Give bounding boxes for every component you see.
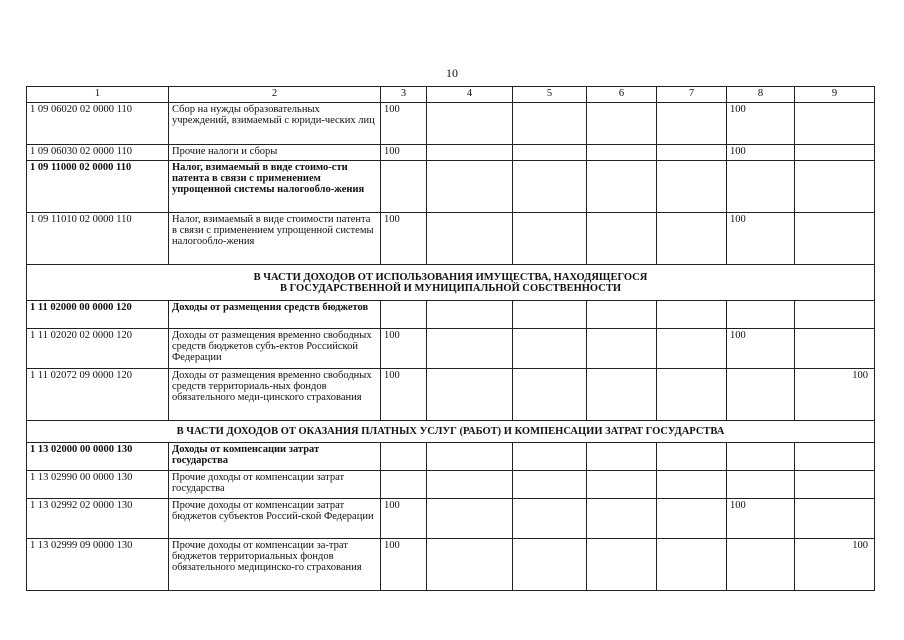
empty-cell bbox=[587, 103, 657, 145]
revenue-description: Доходы от размещения средств бюджетов bbox=[169, 301, 381, 329]
column-header: 1 bbox=[27, 87, 169, 103]
table-row bbox=[27, 329, 875, 369]
value-col9 bbox=[795, 161, 875, 213]
value-col3 bbox=[381, 443, 427, 471]
value-col3: 100 bbox=[381, 329, 427, 369]
empty-cell bbox=[427, 213, 513, 265]
empty-cell bbox=[513, 145, 587, 161]
empty-cell bbox=[587, 539, 657, 591]
empty-cell bbox=[587, 301, 657, 329]
value-col9 bbox=[795, 103, 875, 145]
revenue-description: Налог, взимаемый в виде стоимо-сти патента в связи с применением упрощенной системы налогообло-жения bbox=[169, 161, 381, 213]
value-col9 bbox=[795, 301, 875, 329]
value-col3 bbox=[381, 471, 427, 499]
budget-code: 1 09 06030 02 0000 110 bbox=[27, 145, 169, 161]
column-header: 9 bbox=[795, 87, 875, 103]
column-header: 7 bbox=[657, 87, 727, 103]
section-title-line: В ЧАСТИ ДОХОДОВ ОТ ИСПОЛЬЗОВАНИЯ ИМУЩЕСТВА, НАХОДЯЩЕГОСЯ bbox=[253, 271, 648, 283]
empty-cell bbox=[427, 103, 513, 145]
revenue-description: Налог, взимаемый в виде стоимости патента в связи с применением упрощенной системы налогообло-жения bbox=[169, 213, 381, 265]
table-row bbox=[27, 369, 875, 421]
column-header: 4 bbox=[427, 87, 513, 103]
column-header: 6 bbox=[587, 87, 657, 103]
page-number: 10 bbox=[446, 66, 458, 80]
empty-cell bbox=[657, 369, 727, 421]
revenue-description: Прочие налоги и сборы bbox=[169, 145, 381, 161]
empty-cell bbox=[427, 161, 513, 213]
empty-cell bbox=[587, 369, 657, 421]
empty-cell bbox=[427, 499, 513, 539]
empty-cell bbox=[427, 145, 513, 161]
budget-code: 1 11 02072 09 0000 120 bbox=[27, 369, 169, 421]
revenue-description: Доходы от компенсации затрат государства bbox=[169, 443, 381, 471]
empty-cell bbox=[657, 103, 727, 145]
value-col3: 100 bbox=[381, 145, 427, 161]
budget-classification-table bbox=[26, 86, 875, 591]
value-col8 bbox=[727, 161, 795, 213]
budget-code: 1 11 02020 02 0000 120 bbox=[27, 329, 169, 369]
revenue-description: Сбор на нужды образовательных учреждений, взимаемый с юриди-ческих лиц bbox=[169, 103, 381, 145]
empty-cell bbox=[513, 443, 587, 471]
value-col3: 100 bbox=[381, 499, 427, 539]
value-col8 bbox=[727, 443, 795, 471]
column-header: 5 bbox=[513, 87, 587, 103]
table-row bbox=[27, 471, 875, 499]
value-col9 bbox=[795, 145, 875, 161]
section-header-row bbox=[27, 265, 875, 301]
value-col8 bbox=[727, 539, 795, 591]
section-title bbox=[27, 421, 875, 443]
budget-code: 1 13 02990 00 0000 130 bbox=[27, 471, 169, 499]
table-row bbox=[27, 103, 875, 145]
empty-cell bbox=[587, 499, 657, 539]
column-header: 8 bbox=[727, 87, 795, 103]
section-title-line: В ЧАСТИ ДОХОДОВ ОТ ОКАЗАНИЯ ПЛАТНЫХ УСЛУГ (РАБОТ) И КОМПЕНСАЦИИ ЗАТРАТ ГОСУДАРСТВА bbox=[176, 426, 725, 437]
table-row bbox=[27, 145, 875, 161]
empty-cell bbox=[587, 443, 657, 471]
value-col3: 100 bbox=[381, 539, 427, 591]
table-row bbox=[27, 161, 875, 213]
empty-cell bbox=[657, 499, 727, 539]
value-col9 bbox=[795, 329, 875, 369]
empty-cell bbox=[657, 213, 727, 265]
table-row bbox=[27, 213, 875, 265]
empty-cell bbox=[657, 443, 727, 471]
empty-cell bbox=[513, 161, 587, 213]
empty-cell bbox=[427, 471, 513, 499]
table-row bbox=[27, 301, 875, 329]
budget-code: 1 13 02000 00 0000 130 bbox=[27, 443, 169, 471]
value-col8: 100 bbox=[727, 213, 795, 265]
value-col8: 100 bbox=[727, 329, 795, 369]
section-title bbox=[27, 265, 875, 301]
value-col8: 100 bbox=[727, 103, 795, 145]
empty-cell bbox=[587, 213, 657, 265]
value-col9 bbox=[795, 213, 875, 265]
value-col8 bbox=[727, 369, 795, 421]
empty-cell bbox=[513, 539, 587, 591]
table-row bbox=[27, 443, 875, 471]
budget-code: 1 09 06020 02 0000 110 bbox=[27, 103, 169, 145]
value-col9: 100 bbox=[795, 539, 875, 591]
revenue-description: Прочие доходы от компенсации затрат бюджетов субъектов Россий-ской Федерации bbox=[169, 499, 381, 539]
table-row bbox=[27, 499, 875, 539]
empty-cell bbox=[657, 145, 727, 161]
revenue-description: Доходы от размещения временно свободных средств бюджетов субъ-ектов Российской Федерации bbox=[169, 329, 381, 369]
empty-cell bbox=[513, 499, 587, 539]
empty-cell bbox=[513, 213, 587, 265]
empty-cell bbox=[513, 329, 587, 369]
table-row bbox=[27, 539, 875, 591]
empty-cell bbox=[513, 301, 587, 329]
empty-cell bbox=[587, 471, 657, 499]
empty-cell bbox=[427, 443, 513, 471]
value-col3 bbox=[381, 161, 427, 213]
section-header-row bbox=[27, 421, 875, 443]
value-col3 bbox=[381, 301, 427, 329]
value-col9 bbox=[795, 443, 875, 471]
value-col9 bbox=[795, 471, 875, 499]
value-col8: 100 bbox=[727, 145, 795, 161]
value-col8: 100 bbox=[727, 499, 795, 539]
empty-cell bbox=[657, 301, 727, 329]
empty-cell bbox=[427, 301, 513, 329]
empty-cell bbox=[657, 161, 727, 213]
revenue-description: Прочие доходы от компенсации затрат государства bbox=[169, 471, 381, 499]
column-header: 2 bbox=[169, 87, 381, 103]
empty-cell bbox=[513, 369, 587, 421]
value-col9 bbox=[795, 499, 875, 539]
section-title-line: В ГОСУДАРСТВЕННОЙ И МУНИЦИПАЛЬНОЙ СОБСТВЕННОСТИ bbox=[280, 282, 621, 294]
value-col3: 100 bbox=[381, 369, 427, 421]
table-header-row bbox=[27, 87, 875, 103]
revenue-description: Доходы от размещения временно свободных средств территориаль-ных фондов обязательного меди-цинского страхования bbox=[169, 369, 381, 421]
empty-cell bbox=[587, 329, 657, 369]
value-col8 bbox=[727, 471, 795, 499]
empty-cell bbox=[427, 329, 513, 369]
value-col9: 100 bbox=[795, 369, 875, 421]
empty-cell bbox=[657, 329, 727, 369]
empty-cell bbox=[657, 471, 727, 499]
value-col8 bbox=[727, 301, 795, 329]
empty-cell bbox=[587, 145, 657, 161]
budget-code: 1 13 02992 02 0000 130 bbox=[27, 499, 169, 539]
value-col3: 100 bbox=[381, 103, 427, 145]
empty-cell bbox=[513, 103, 587, 145]
empty-cell bbox=[657, 539, 727, 591]
empty-cell bbox=[427, 539, 513, 591]
budget-code: 1 13 02999 09 0000 130 bbox=[27, 539, 169, 591]
value-col3: 100 bbox=[381, 213, 427, 265]
column-header: 3 bbox=[381, 87, 427, 103]
empty-cell bbox=[587, 161, 657, 213]
revenue-description: Прочие доходы от компенсации за-трат бюджетов территориальных фондов обязательного медицинско-го страхования bbox=[169, 539, 381, 591]
empty-cell bbox=[513, 471, 587, 499]
budget-code: 1 11 02000 00 0000 120 bbox=[27, 301, 169, 329]
budget-code: 1 09 11000 02 0000 110 bbox=[27, 161, 169, 213]
budget-code: 1 09 11010 02 0000 110 bbox=[27, 213, 169, 265]
empty-cell bbox=[427, 369, 513, 421]
